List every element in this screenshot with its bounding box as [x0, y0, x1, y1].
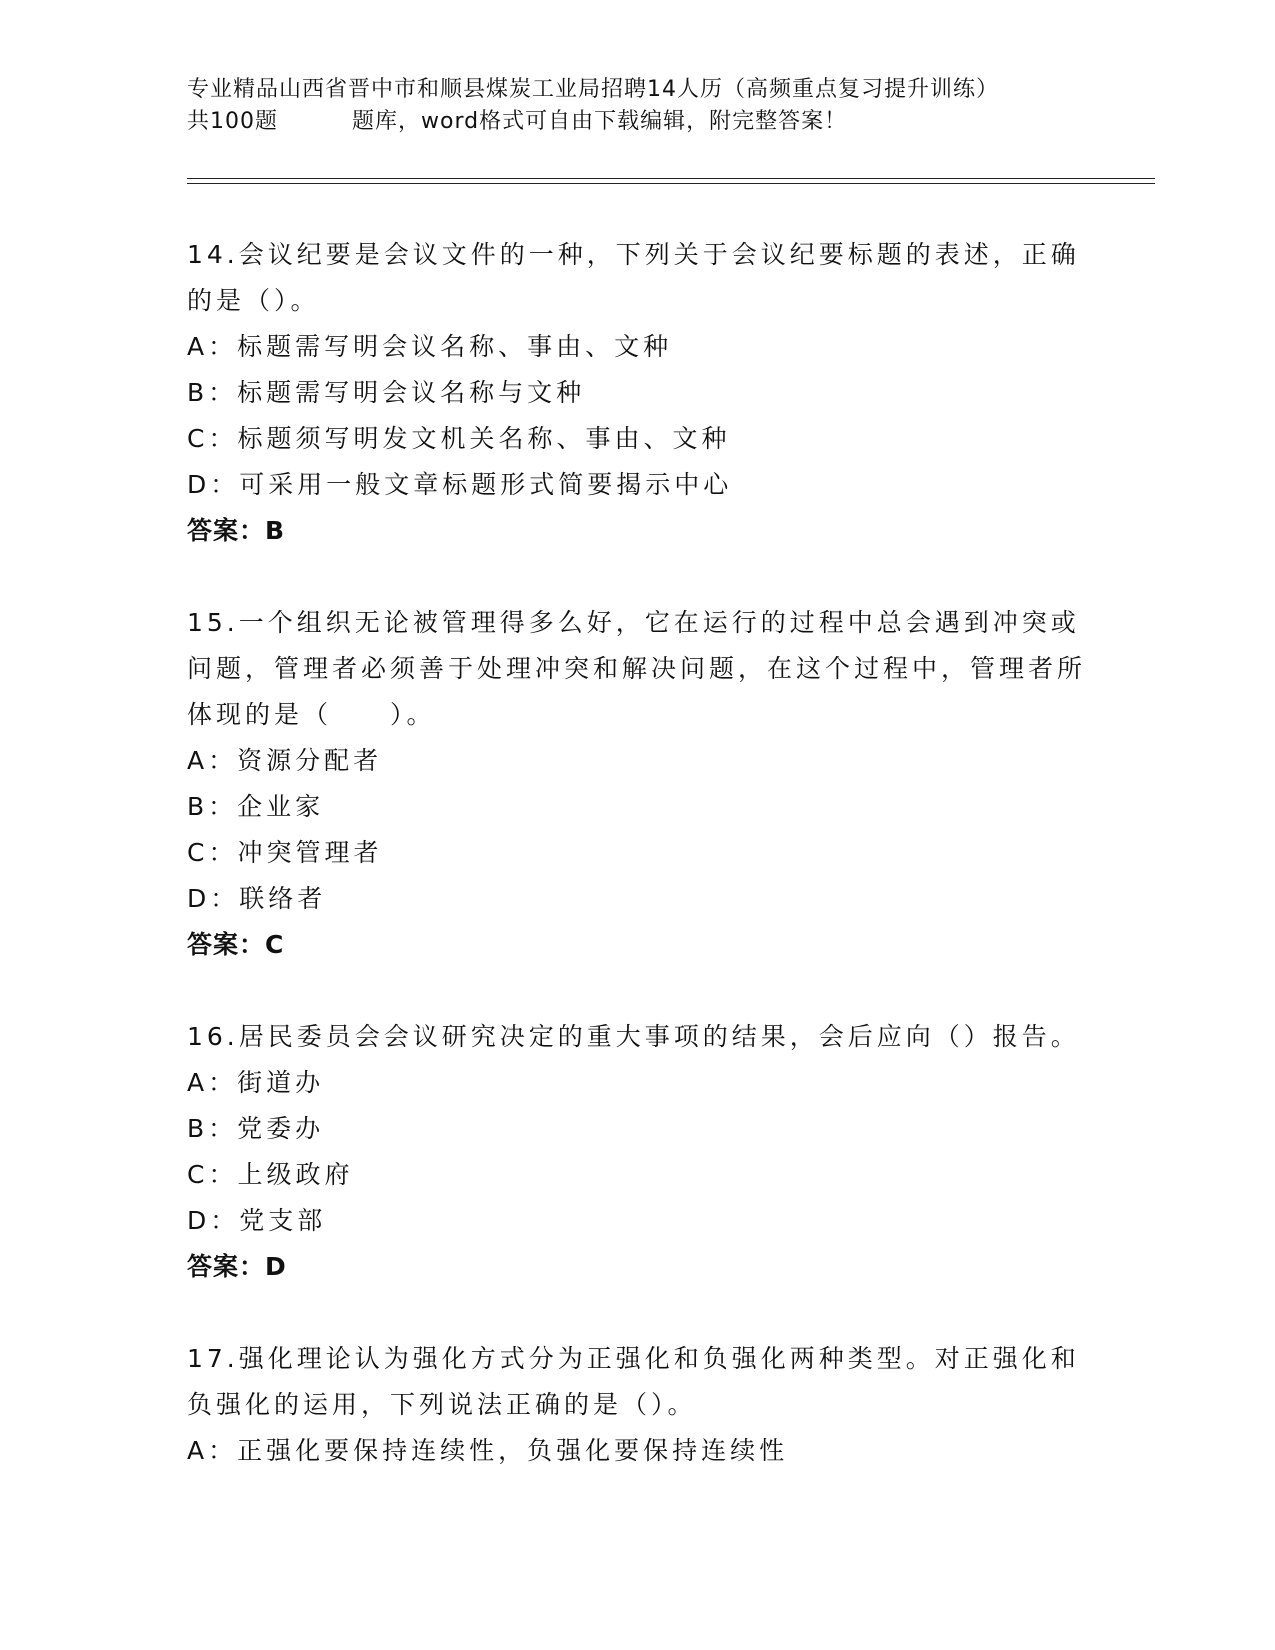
option-a: A：标题需写明会议名称、事由、文种 — [187, 332, 673, 361]
option-c: C：冲突管理者 — [187, 838, 383, 867]
question-14 — [187, 232, 1087, 554]
question-15 — [187, 600, 1087, 968]
option-b: B：党委办 — [187, 1114, 325, 1143]
question-stem: 16.居民委员会会议研究决定的重大事项的结果，会后应向（）报告。 — [187, 1022, 1080, 1051]
option-a: A：资源分配者 — [187, 746, 383, 775]
answer-label: 答案：C — [187, 930, 285, 959]
question-stem: 14.会议纪要是会议文件的一种，下列关于会议纪要标题的表述，正确的是（）。 — [187, 240, 1080, 315]
question-stem: 17.强化理论认为强化方式分为正强化和负强化两种类型。对正强化和负强化的运用，下列说法正确的是（）。 — [187, 1344, 1080, 1419]
question-list — [187, 232, 1087, 1520]
answer-label: 答案：D — [187, 1252, 287, 1281]
document-header — [187, 74, 1087, 138]
option-a: A：街道办 — [187, 1068, 325, 1097]
header-subtitle — [187, 106, 1087, 138]
question-16 — [187, 1014, 1087, 1290]
header-description: 题库，word格式可自由下载编辑，附完整答案！ — [352, 109, 848, 134]
answer-label: 答案：B — [187, 516, 286, 545]
option-d: D：可采用一般文章标题形式简要揭示中心 — [187, 470, 733, 499]
header-rule-bottom — [187, 183, 1155, 184]
option-d: D：联络者 — [187, 884, 327, 913]
option-b: B：标题需写明会议名称与文种 — [187, 378, 586, 407]
option-a: A：正强化要保持连续性，负强化要保持连续性 — [187, 1436, 789, 1465]
header-count: 共100题 — [187, 109, 278, 134]
option-c: C：标题须写明发文机关名称、事由、文种 — [187, 424, 731, 453]
header-rule-top — [187, 178, 1155, 179]
option-d: D：党支部 — [187, 1206, 327, 1235]
option-c: C：上级政府 — [187, 1160, 354, 1189]
option-b: B：企业家 — [187, 792, 325, 821]
question-stem: 15.一个组织无论被管理得多么好，它在运行的过程中总会遇到冲突或问题，管理者必须善于处理冲突和解决问题，在这个过程中，管理者所体现的是（ ）。 — [187, 608, 1087, 729]
header-title: 专业精品山西省晋中市和顺县煤炭工业局招聘14人历（高频重点复习提升训练） — [187, 77, 999, 102]
question-17 — [187, 1336, 1087, 1474]
